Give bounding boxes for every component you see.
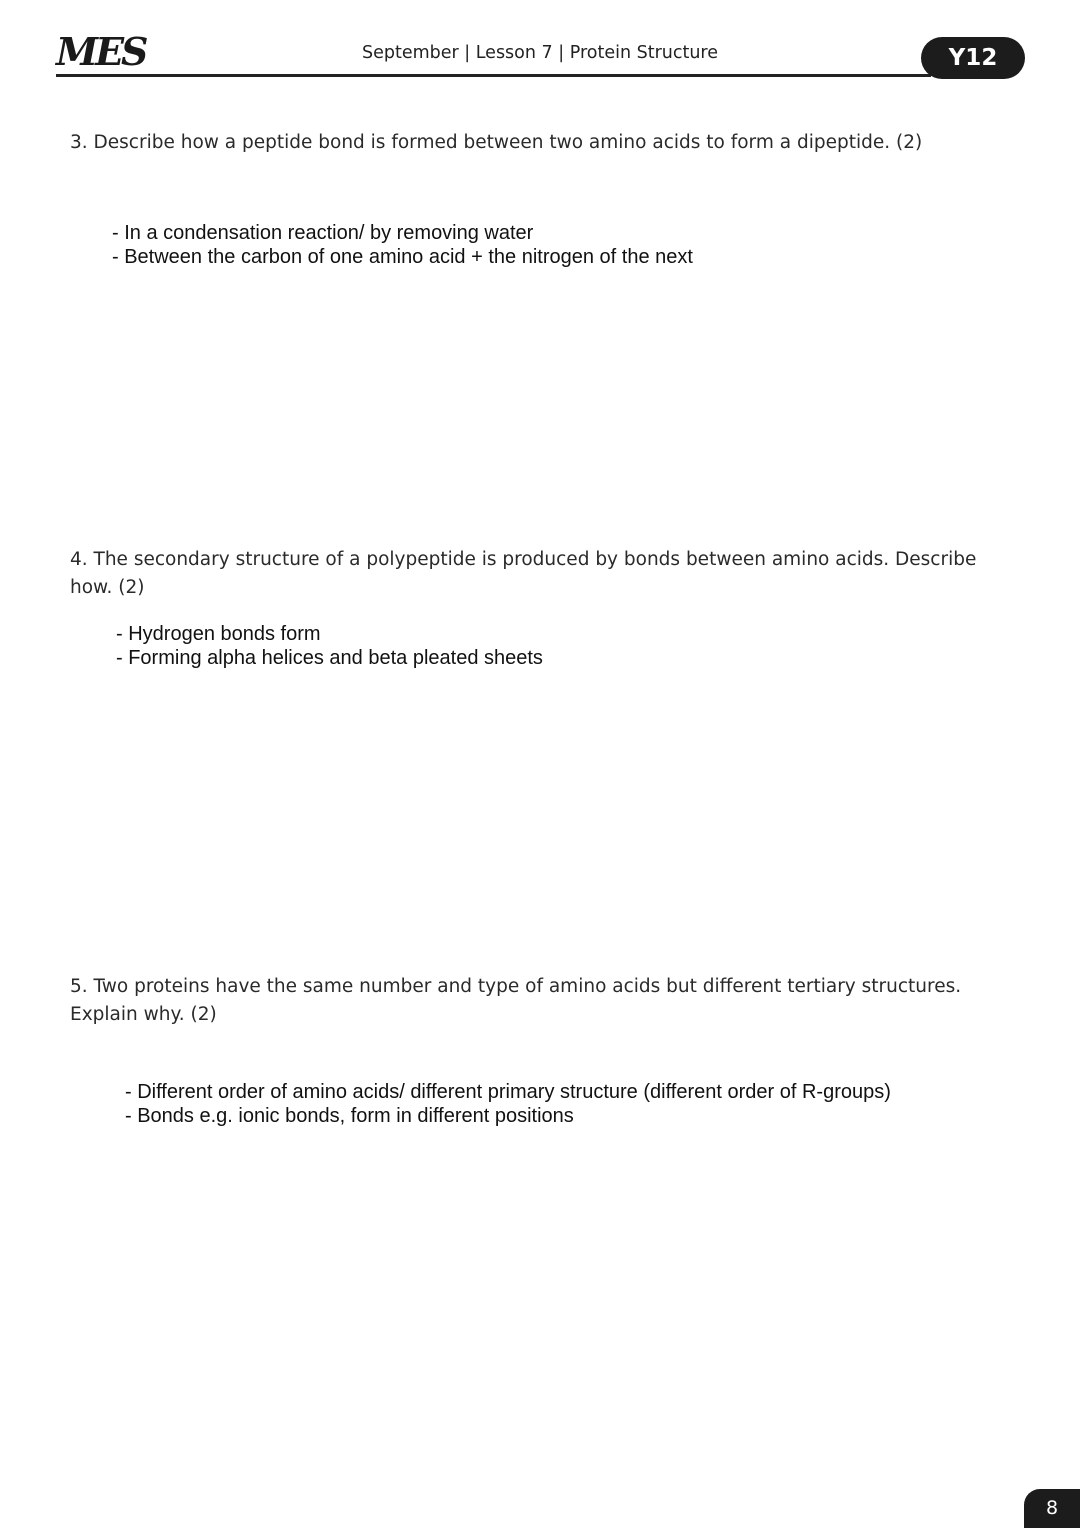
page-number: 8 [1024, 1489, 1080, 1528]
answer-line: - In a condensation reaction/ by removing water [112, 222, 534, 244]
question-5: 5. Two proteins have the same number and type of amino acids but different tertiary structures. Explain why. (2) [70, 976, 962, 1025]
answer-line: - Bonds e.g. ionic bonds, form in different positions [125, 1104, 574, 1127]
answer-line: - Different order of amino acids/ different primary structure (different order of R-groups) [125, 1081, 891, 1103]
answer-5 [125, 1081, 891, 1128]
header-divider [56, 74, 931, 77]
question-4: 4. The secondary structure of a polypeptide is produced by bonds between amino acids. Describe how. (2) [70, 549, 977, 598]
answer-3 [112, 222, 693, 269]
answer-line: - Between the carbon of one amino acid + the nitrogen of the next [112, 245, 693, 268]
year-badge: Y12 [921, 37, 1025, 79]
answer-line: - Forming alpha helices and beta pleated sheets [116, 646, 543, 669]
answer-line: - Hydrogen bonds form [116, 623, 321, 645]
question-3: 3. Describe how a peptide bond is formed between two amino acids to form a dipeptide. (2) [70, 132, 923, 153]
page-header-title: September | Lesson 7 | Protein Structure [361, 43, 719, 63]
mes-logo: MES [56, 29, 146, 74]
answer-4 [116, 623, 543, 670]
